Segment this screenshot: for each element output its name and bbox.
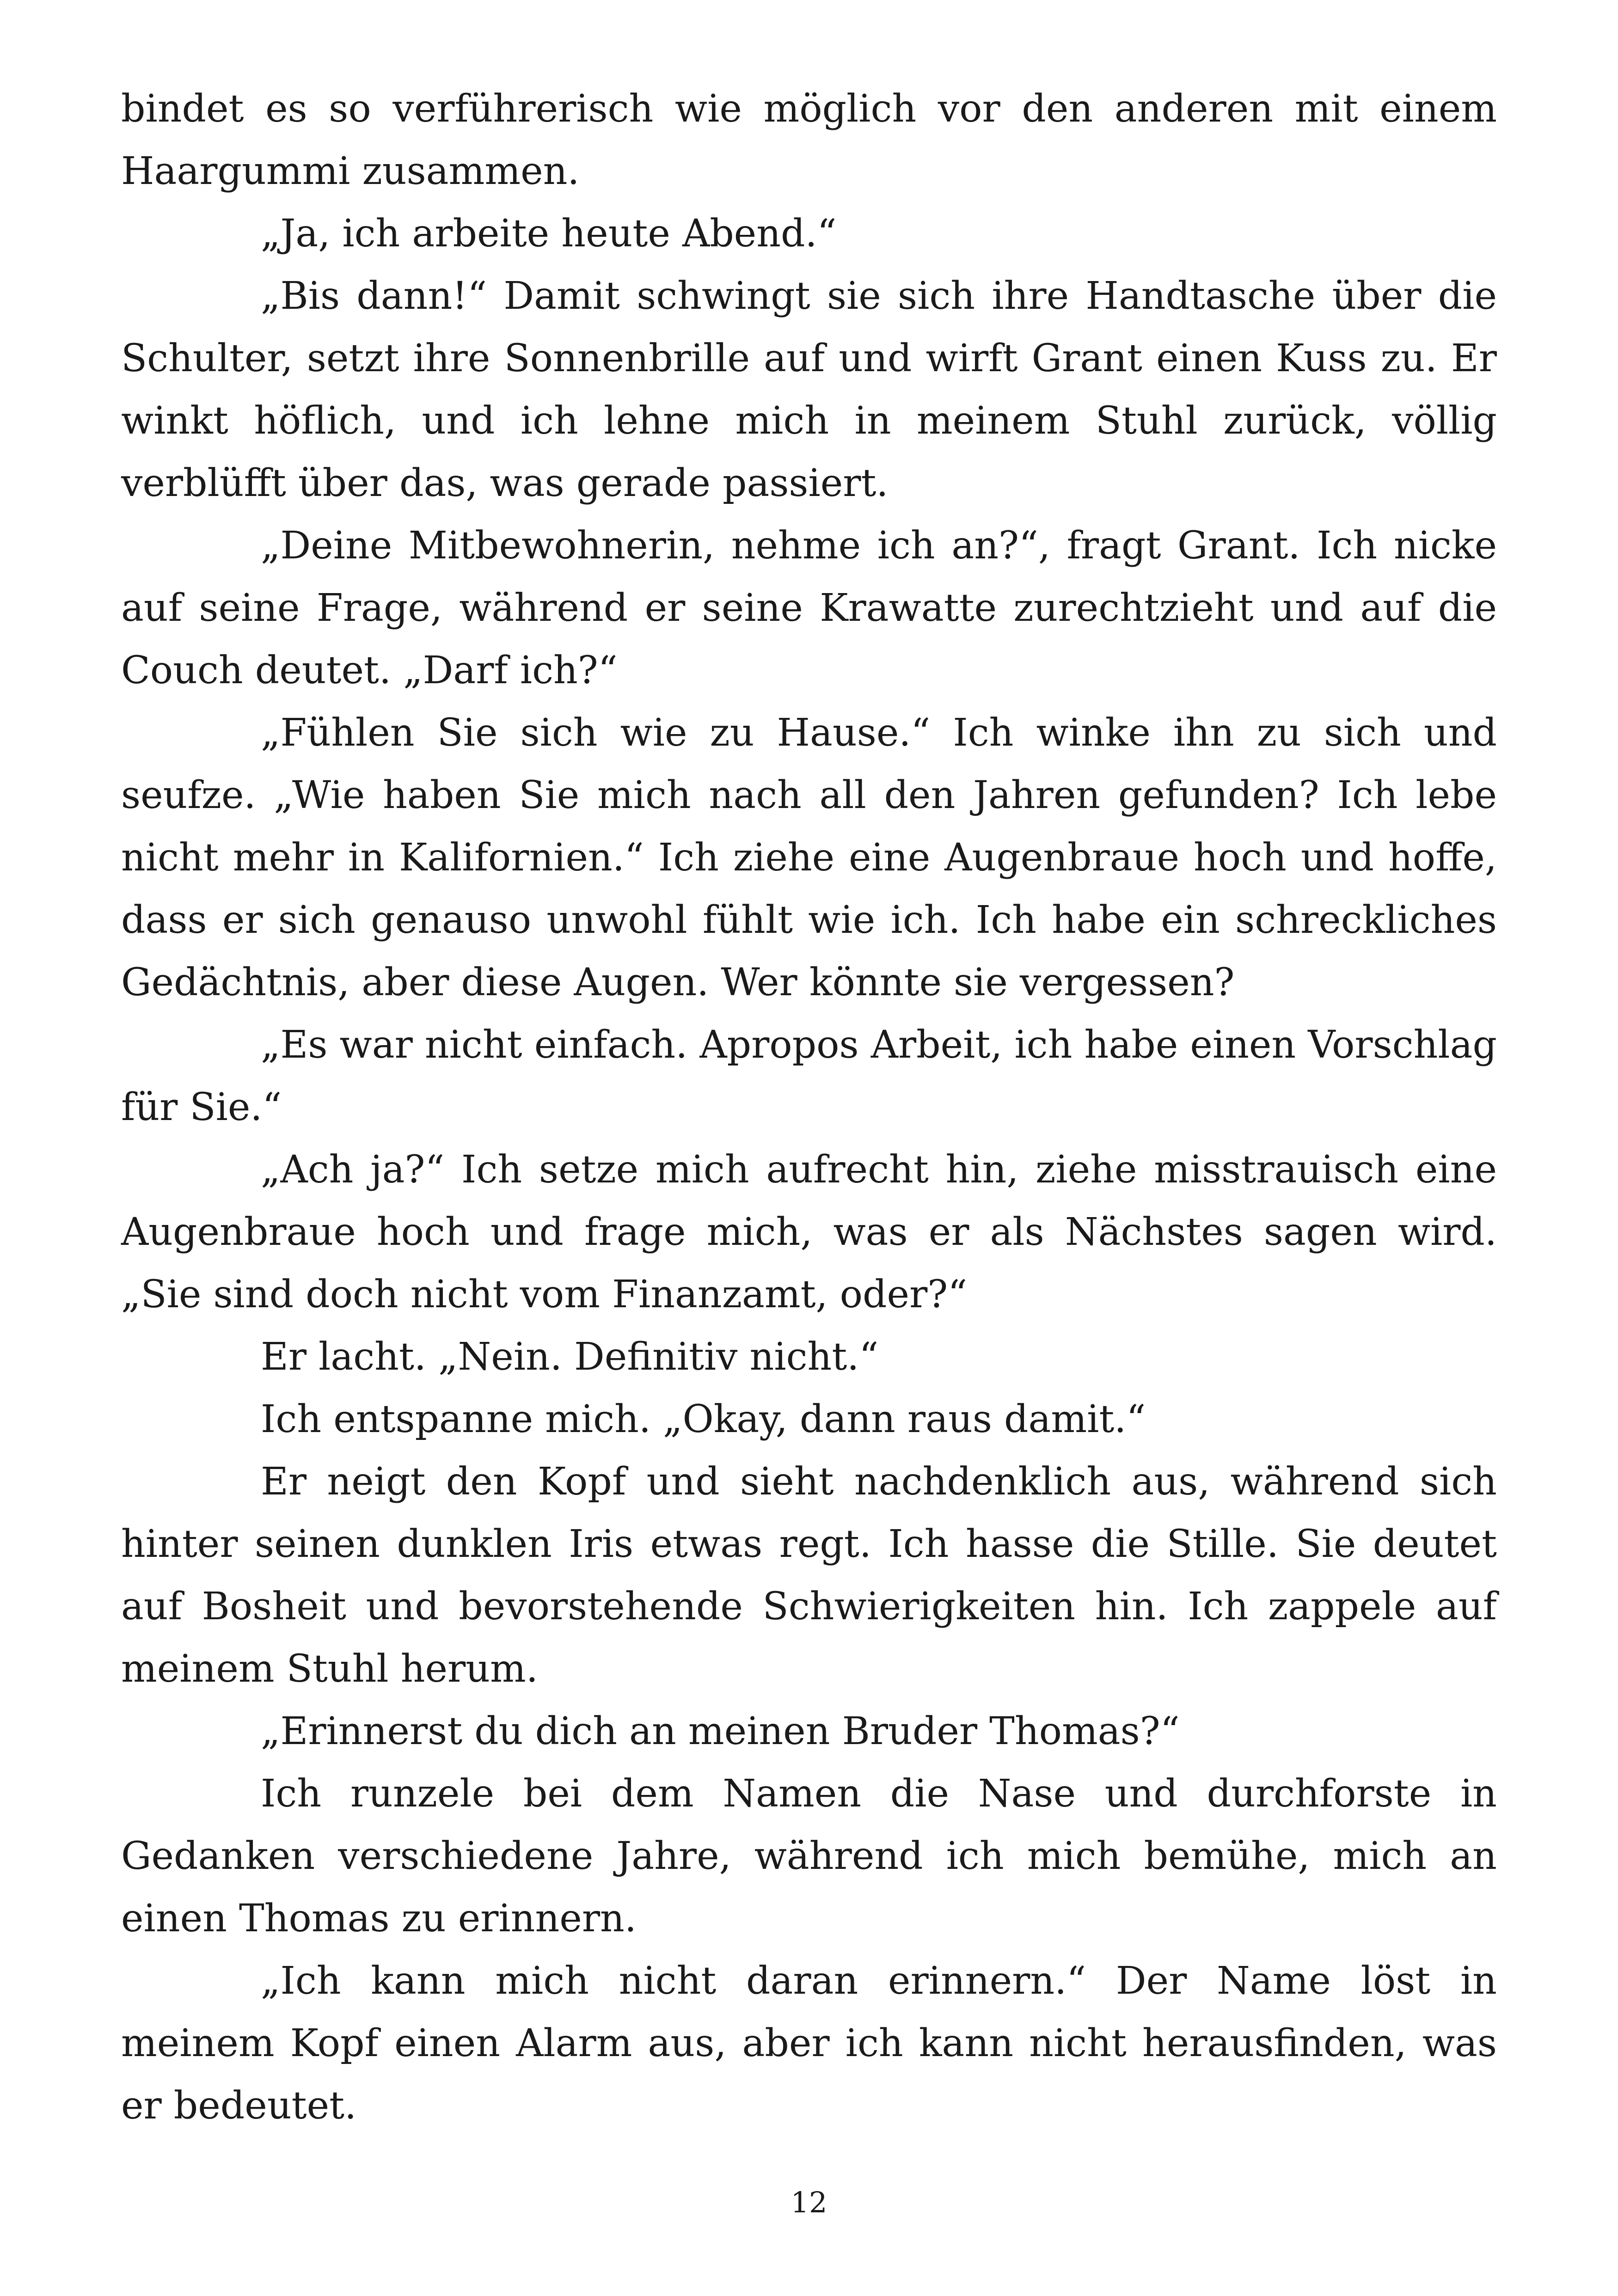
paragraph-10: Er neigt den Kopf und sieht nachdenklich aus, während sich hinter seinen dunklen Iris etwas regt. Ich hasse die Stille. Sie deutet auf Bosheit und bevorstehende Schwierigkeiten hin. Ich zappele auf meinem Stuhl herum. bbox=[121, 1460, 1497, 1691]
paragraph-9: Ich entspanne mich. „Okay, dann raus damit.“ bbox=[261, 1397, 1146, 1441]
paragraph-12: Ich runzele bei dem Namen die Nase und durchforste in Gedanken verschiedene Jahre, während ich mich bemühe, mich an einen Thomas zu erinnern. bbox=[121, 1772, 1497, 1941]
paragraph-7: „Ach ja?“ Ich setze mich aufrecht hin, ziehe misstrauisch eine Augenbraue hoch und frage mich, was er als Nächstes sagen wird. „Sie sind doch nicht vom Finanzamt, oder?“ bbox=[121, 1148, 1497, 1316]
paragraph-5: „Fühlen Sie sich wie zu Hause.“ Ich winke ihn zu sich und seufze. „Wie haben Sie mich nach all den Jahren gefunden? Ich lebe nicht mehr in Kalifornien.“ Ich ziehe eine Augenbraue hoch und hoffe, dass er sich genauso unwohl fühlt wie ich. Ich habe ein schreckliches Gedächtnis, aber diese Augen. Wer könnte sie vergessen? bbox=[121, 711, 1497, 1004]
paragraph-8: Er lacht. „Nein. Definitiv nicht.“ bbox=[261, 1335, 879, 1379]
paragraph-1: bindet es so verführerisch wie möglich vor den anderen mit einem Haargummi zusammen. bbox=[121, 87, 1497, 193]
page-number: 12 bbox=[791, 2186, 827, 2219]
paragraph-2: „Ja, ich arbeite heute Abend.“ bbox=[261, 212, 837, 256]
paragraph-4: „Deine Mitbewohnerin, nehme ich an?“, fragt Grant. Ich nicke auf seine Frage, während er seine Krawatte zurechtzieht und auf die Couch deutet. „Darf ich?“ bbox=[121, 524, 1497, 692]
paragraph-11: „Erinnerst du dich an meinen Bruder Thomas?“ bbox=[261, 1709, 1180, 1753]
paragraph-3: „Bis dann!“ Damit schwingt sie sich ihre Handtasche über die Schulter, setzt ihre Sonnenbrille auf und wirft Grant einen Kuss zu. Er winkt höflich, und ich lehne mich in meinem Stuhl zurück, völlig verblüfft über das, was gerade passiert. bbox=[121, 274, 1497, 505]
paragraph-6: „Es war nicht einfach. Apropos Arbeit, ich habe einen Vorschlag für Sie.“ bbox=[121, 1023, 1497, 1129]
page-body bbox=[121, 78, 1497, 2137]
paragraph-13: „Ich kann mich nicht daran erinnern.“ Der Name löst in meinem Kopf einen Alarm aus, aber ich kann nicht herausfinden, was er bedeutet. bbox=[121, 1959, 1497, 2128]
